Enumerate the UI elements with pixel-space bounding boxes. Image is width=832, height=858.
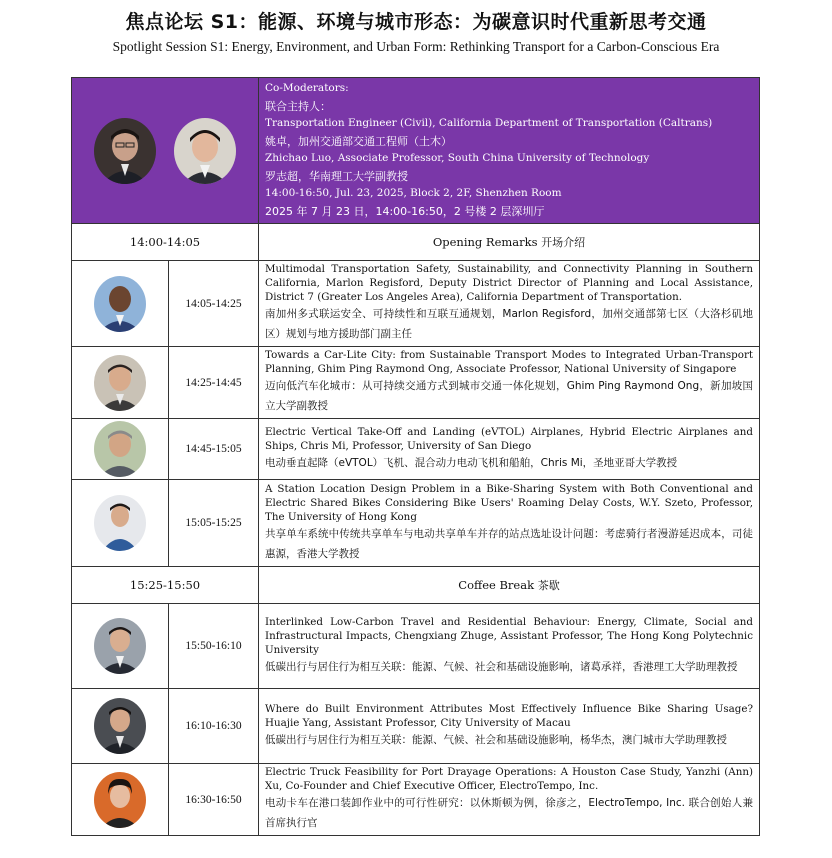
opening-row (72, 224, 760, 261)
talk-info (259, 604, 760, 689)
speaker-photo-1 (94, 276, 146, 332)
page-title-zh: 焦点论坛 S1：能源、环境与城市形态：为碳意识时代重新思考交通 (125, 11, 707, 33)
opening-title-en: Opening Remarks (432, 235, 538, 249)
coffee-title-zh: 茶歇 (537, 579, 560, 592)
talk-info (259, 764, 760, 836)
talk-title-zh: 低碳出行与居住行为相互关联：能源、气候、社会和基础设施影响，诸葛承祥，香港理工大学助理教授 (265, 660, 738, 673)
speaker-photo-cell (72, 764, 169, 836)
speaker-photo-2 (94, 355, 146, 411)
talk-title-zh: 共享单车系统中传统共享单车与电动共享单车并存的站点选址设计问题：考虑骑行者漫游延迟成本，司徒惠源，香港大学教授 (265, 527, 753, 560)
talk-title-en: Electric Vertical Take-Off and Landing (eVTOL) Airplanes, Hybrid Electric Airplanes and Ships, Chris Mi, Professor, University of San Diego (265, 425, 753, 452)
co-moderators-label: Co-Moderators: (265, 82, 349, 94)
talk-title-en: A Station Location Design Problem in a Bike-Sharing System with Both Conventional and Electric Shared Bikes Considering Bike Users' Roaming Delay Costs, W.Y. Szeto, Professor, The University of Hong Kong (265, 482, 753, 523)
talk-time: 14:05-14:25 (169, 261, 259, 347)
speaker-photo-cell (72, 347, 169, 419)
talk-title-en: Interlinked Low-Carbon Travel and Residential Behaviour: Energy, Climate, Social and Infrastructural Impacts, Chengxiang Zhuge, Assistant Professor, The Hong Kong Polytechnic University (265, 615, 753, 656)
moderator-1-en: Transportation Engineer (Civil), California Department of Transportation (Caltrans) (265, 117, 713, 129)
talk-time: 15:50-16:10 (169, 604, 259, 689)
talk-info (259, 347, 760, 419)
speaker-photo-cell (72, 689, 169, 764)
session-time-zh: 2025 年 7 月 23 日，14:00-16:50，2 号楼 2 层深圳厅 (265, 204, 545, 218)
talk-time: 16:30-16:50 (169, 764, 259, 836)
program-table (71, 77, 760, 836)
coffee-title-en: Coffee Break (458, 578, 535, 592)
speaker-photo-5 (94, 618, 146, 674)
speaker-photo-3 (94, 421, 146, 477)
talk-row (72, 480, 760, 567)
talk-title-zh: 迈向低汽车化城市：从可持续交通方式到城市交通一体化规划，Ghim Ping Raymond Ong，新加坡国立大学副教授 (265, 380, 753, 412)
speaker-photo-4 (94, 495, 146, 551)
talk-time: 14:45-15:05 (169, 419, 259, 480)
talk-time: 14:25-14:45 (169, 347, 259, 419)
moderator-photos (72, 78, 259, 224)
coffee-row (72, 567, 760, 604)
speaker-photo-cell (72, 261, 169, 347)
opening-time: 14:00-14:05 (72, 224, 259, 261)
session-time-en: 14:00-16:50, Jul. 23, 2025, Block 2, 2F, Shenzhen Room (265, 187, 562, 199)
talk-row (72, 689, 760, 764)
speaker-photo-cell (72, 419, 169, 480)
moderators-info (259, 78, 760, 224)
moderator-photo-1 (94, 118, 156, 184)
talk-title-en: Where do Built Environment Attributes Most Effectively Influence Bike Sharing Usage? Huajie Yang, Assistant Professor, City University of Macau (265, 702, 753, 729)
coffee-title (259, 567, 760, 604)
talk-title-zh: 电动卡车在港口装卸作业中的可行性研究：以休斯顿为例，徐彦之，ElectroTempo, Inc. 联合创始人兼首席执行官 (265, 797, 753, 829)
talk-title-zh: 低碳出行与居住行为相互关联：能源、气候、社会和基础设施影响，杨华杰，澳门城市大学助理教授 (265, 733, 727, 746)
talk-info (259, 419, 760, 480)
talk-row (72, 419, 760, 480)
talk-title-zh: 南加州多式联运安全、可持续性和互联互通规划，Marlon Regisford，加州交通部第七区（大洛杉矶地区）规划与地方援助部门副主任 (265, 308, 753, 340)
speaker-photo-cell (72, 480, 169, 567)
talk-time: 16:10-16:30 (169, 689, 259, 764)
speaker-photo-cell (72, 604, 169, 689)
talk-title-en: Towards a Car-Lite City: from Sustainable Transport Modes to Integrated Urban-Transport Planning, Ghim Ping Raymond Ong, Associate Professor, National University of Singapore (265, 349, 753, 375)
page-title-en: Spotlight Session S1: Energy, Environment, and Urban Form: Rethinking Transport for a Carbon-Conscious Era (112, 39, 720, 54)
talk-info (259, 261, 760, 347)
co-moderators-label-zh: 联合主持人： (265, 99, 331, 113)
talk-row (72, 347, 760, 419)
talk-row (72, 604, 760, 689)
moderator-2-en: Zhichao Luo, Associate Professor, South China University of Technology (265, 152, 650, 164)
speaker-photo-7 (94, 772, 146, 828)
talk-info (259, 689, 760, 764)
talk-info (259, 480, 760, 567)
talk-row (72, 261, 760, 347)
moderator-photo-2 (174, 118, 236, 184)
coffee-time: 15:25-15:50 (72, 567, 259, 604)
talk-title-zh: 电动垂直起降（eVTOL）飞机、混合动力电动飞机和船舶，Chris Mi，圣地亚哥大学教授 (265, 456, 678, 469)
opening-title-zh: 开场介绍 (541, 236, 586, 249)
talk-title-en: Electric Truck Feasibility for Port Drayage Operations: A Houston Case Study, Yanzhi (Ann) Xu, Co-Founder and Chief Executive Officer, ElectroTempo, Inc. (265, 766, 753, 792)
talk-row (72, 764, 760, 836)
moderators-row (72, 78, 760, 224)
talk-time: 15:05-15:25 (169, 480, 259, 567)
moderator-1-zh: 姚卓，加州交通部交通工程师（土木） (265, 134, 452, 148)
speaker-photo-6 (94, 698, 146, 754)
opening-title (259, 224, 760, 261)
moderator-2-zh: 罗志超，华南理工大学副教授 (265, 169, 408, 183)
talk-title-en: Multimodal Transportation Safety, Sustainability, and Connectivity Planning in Southern California, Marlon Regisford, Deputy District Director of Planning and Local Assistance, District 7 (Greater Los Angeles Area), California Department of Transportation. (265, 263, 753, 303)
